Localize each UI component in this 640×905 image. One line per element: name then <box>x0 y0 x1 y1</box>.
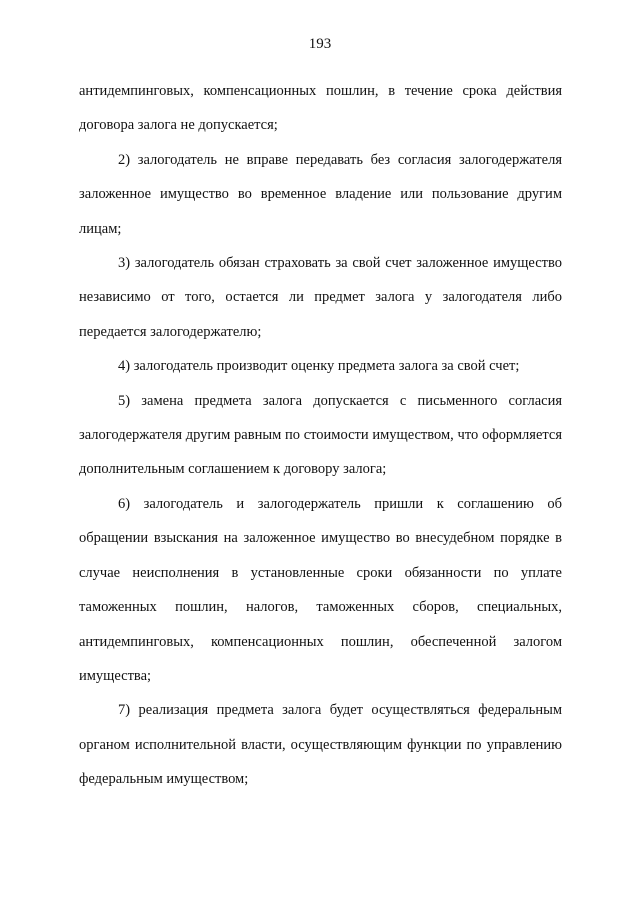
paragraph-item-2: 2) залогодатель не вправе передавать без согласия залогодержателя заложенное имущество во временное владение или пользование другим лицам; <box>79 151 562 237</box>
page-number: 193 <box>308 36 332 52</box>
paragraph-item-3: 3) залогодатель обязан страховать за свой счет заложенное имущество независимо от того, остается ли предмет залога у залогодателя либо передается залогодержателю; <box>79 255 562 340</box>
paragraph-item-6: 6) залогодатель и залогодержатель пришли к соглашению об обращении взыскания на заложенное имущество во внесудебном порядке в случае неисполнения в установленные сроки обязанности по уплате таможенных пошлин, налогов, таможенных сборов, специальных, антидемпинговых, компенсационных пошлин, обеспеченной залогом имущества; <box>79 495 562 684</box>
paragraph-item-7: 7) реализация предмета залога будет осуществляться федеральным органом исполнительной власти, осуществляющим функции по управлению федеральным имуществом; <box>79 702 562 788</box>
paragraph-item-5: 5) замена предмета залога допускается с письменного согласия залогодержателя другим равным по стоимости имуществом, что оформляется дополнительным соглашением к договору залога; <box>79 392 562 478</box>
document-body <box>79 74 562 797</box>
paragraph-continuation: антидемпинговых, компенсационных пошлин, в течение срока действия договора залога не допускается; <box>79 83 562 134</box>
paragraph-item-4: 4) залогодатель производит оценку предмета залога за свой счет; <box>118 358 520 375</box>
